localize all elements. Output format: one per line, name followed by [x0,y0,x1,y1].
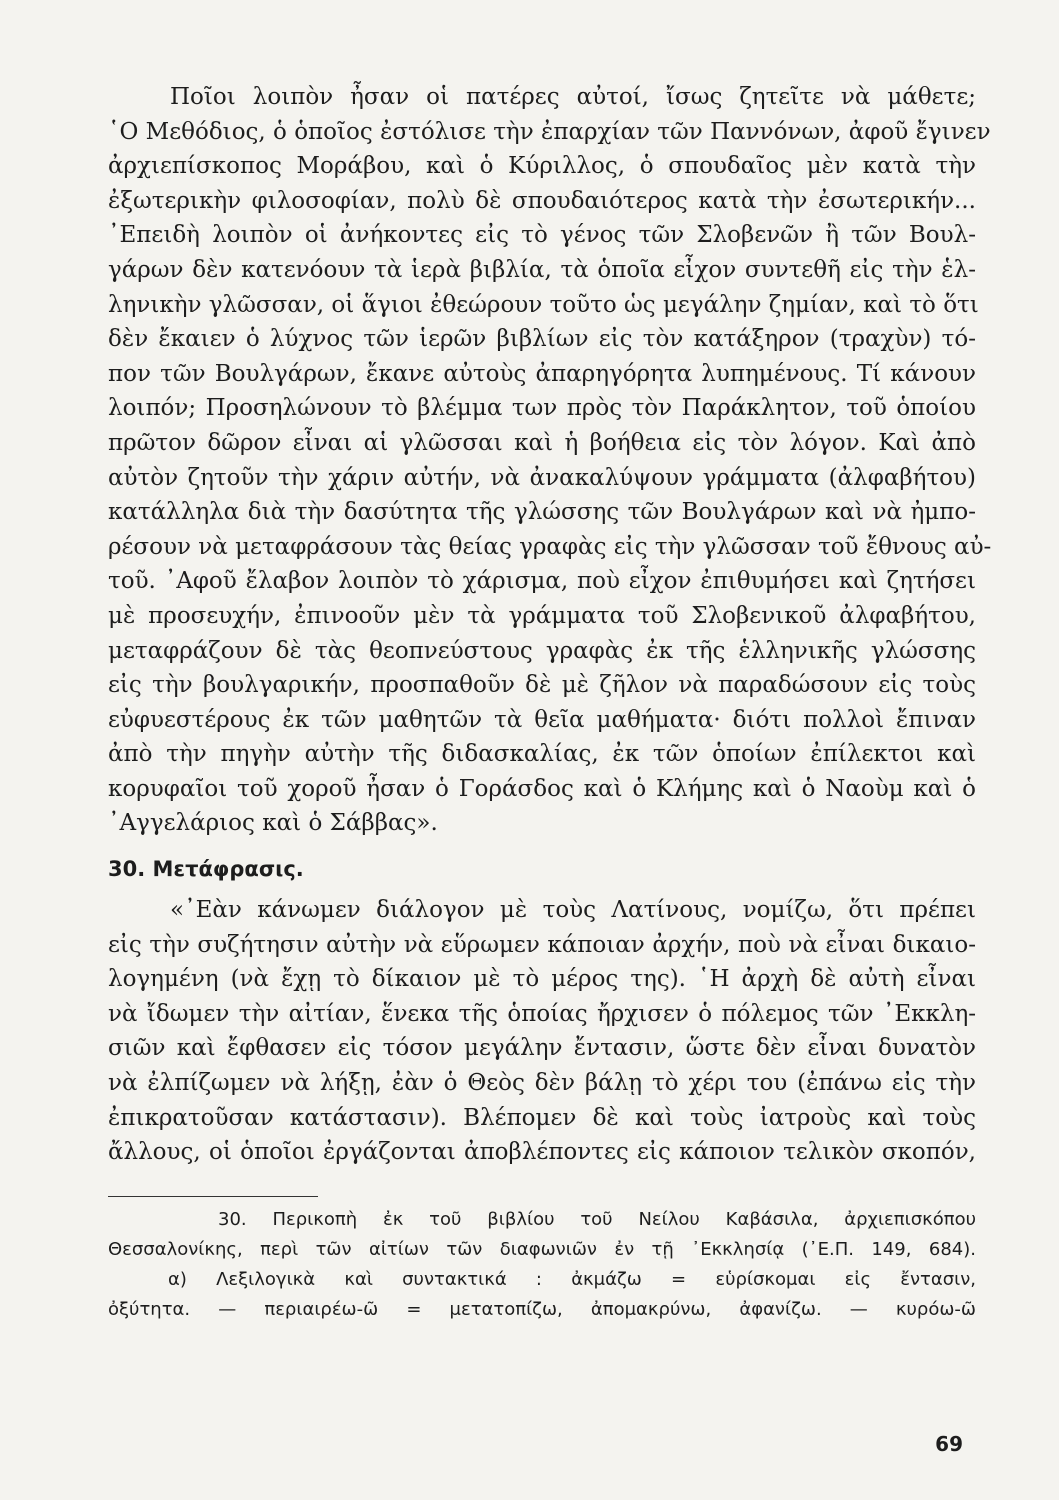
footnotes [108,1205,976,1325]
text-line: εὐφυεστέρους ἐκ τῶν μαθητῶν τὰ θεῖα μαθήματα· διότι πολλοὶ ἔπιναν [108,706,976,733]
footnote-line: ὀξύτητα. — περιαιρέω-ῶ = μετατοπίζω, ἀπομακρύνω, ἀφανίζω. — κυρόω-ῶ [108,1298,976,1320]
text-line: ληνικὴν γλῶσσαν, οἱ ἅγιοι ἐθεώρουν τοῦτο ὡς μεγάλην ζημίαν, καὶ τὸ ὅτι [108,291,979,318]
text-line: νὰ ἴδωμεν τὴν αἰτίαν, ἕνεκα τῆς ὁποίας ἤρχισεν ὁ πόλεμος τῶν ᾿Εκκλη- [108,1000,976,1027]
text-line: ῾Ο Μεθόδιος, ὁ ὁποῖος ἐστόλισε τὴν ἐπαρχίαν τῶν Παννόνων, ἀφοῦ ἔγινεν [108,118,991,145]
text-line: ἀπὸ τὴν πηγὴν αὐτὴν τῆς διδασκαλίας, ἐκ τῶν ὁποίων ἐπίλεκτοι καὶ [108,741,976,768]
text-line: ᾿Αγγελάριος καὶ ὁ Σάββας». [108,810,438,837]
text-line: μεταφράζουν δὲ τὰς θεοπνεύστους γραφὰς ἐκ τῆς ἑλληνικῆς γλώσσης [108,637,976,664]
text-line: λοιπόν; Προσηλώνουν τὸ βλέμμα των πρὸς τὸν Παράκλητον, τοῦ ὁποίου [108,395,976,422]
body-text [108,80,992,841]
text-line: Ποῖοι λοιπὸν ἦσαν οἱ πατέρες αὐτοί, ἴσως ζητεῖτε νὰ μάθετε; [170,84,976,110]
text-line: εἰς τὴν συζήτησιν αὐτὴν νὰ εὕρωμεν κάποιαν ἀρχήν, ποὺ νὰ εἶναι δικαιο- [108,931,976,958]
footnote-divider [108,1196,318,1197]
text-line: ἐπικρατοῦσαν κατάστασιν). Βλέπομεν δὲ καὶ τοὺς ἰατροὺς καὶ τοὺς [108,1104,976,1131]
text-line: γάρων δὲν κατενόουν τὰ ἱερὰ βιβλία, τὰ ὁποῖα εἶχον συντεθῆ εἰς τὴν ἑλ- [108,256,976,283]
text-line: σιῶν καὶ ἔφθασεν εἰς τόσον μεγάλην ἔντασιν, ὥστε δὲν εἶναι δυνατὸν [108,1035,976,1062]
footnote-line: 30. Περικοπὴ ἐκ τοῦ βιβλίου τοῦ Νείλου Καβάσιλα, ἀρχιεπισκόπου [218,1208,976,1230]
text-line: δὲν ἔκαιεν ὁ λύχνος τῶν ἱερῶν βιβλίων εἰς τὸν κατάξηρον (τραχὺν) τό- [108,326,976,353]
section-heading: 30. Μετάφρασις. [108,857,304,882]
text-line: πον τῶν Βουλγάρων, ἔκανε αὐτοὺς ἀπαρηγόρητα λυπημένους. Τί κάνουν [108,360,976,387]
text-line: λογημένη (νὰ ἔχῃ τὸ δίκαιον μὲ τὸ μέρος της). ῾Η ἀρχὴ δὲ αὐτὴ εἶναι [108,966,976,993]
text-line: αὐτὸν ζητοῦν τὴν χάριν αὐτήν, νὰ ἀνακαλύψουν γράμματα (ἀλφαβήτου) [108,464,976,491]
text-line: ἐξωτερικὴν φιλοσοφίαν, πολὺ δὲ σπουδαιότερος κατὰ τὴν ἐσωτερικήν... [108,187,976,214]
text-line: τοῦ. ᾿Αφοῦ ἔλαβον λοιπὸν τὸ χάρισμα, ποὺ εἶχον ἐπιθυμήσει καὶ ζητήσει [108,568,976,595]
text-line: κατάλληλα διὰ τὴν δασύτητα τῆς γλώσσης τῶν Βουλγάρων καὶ νὰ ἠμπο- [108,499,976,526]
text-line: ἀρχιεπίσκοπος Μοράβου, καὶ ὁ Κύριλλος, ὁ σπουδαῖος μὲν κατὰ τὴν [108,153,976,180]
text-line: κορυφαῖοι τοῦ χοροῦ ἦσαν ὁ Γοράσδος καὶ ὁ Κλήμης καὶ ὁ Ναοὺμ καὶ ὁ [108,775,976,802]
page-number: 69 [935,1432,963,1456]
footnote-line: Θεσσαλονίκης, περὶ τῶν αἰτίων τῶν διαφωνιῶν ἐν τῇ ᾿Εκκλησίᾳ (᾿Ε.Π. 149, 684). [108,1238,976,1260]
text-line: πρῶτον δῶρον εἶναι αἱ γλῶσσαι καὶ ἡ βοήθεια εἰς τὸν λόγον. Καὶ ἀπὸ [108,429,976,456]
section-text [108,893,976,1170]
footnote-line: α) Λεξιλογικὰ καὶ συντακτικά : ἀκμάζω = εὑρίσκομαι εἰς ἔντασιν, [168,1268,976,1290]
text-line: ᾿Επειδὴ λοιπὸν οἱ ἀνήκοντες εἰς τὸ γένος τῶν Σλοβενῶν ἢ τῶν Βουλ- [108,222,976,249]
page-content [108,80,992,1325]
text-line: ἄλλους, οἱ ὁποῖοι ἐργάζονται ἀποβλέποντες εἰς κάποιον τελικὸν σκοπόν, [108,1139,976,1166]
text-line: μὲ προσευχήν, ἐπινοοῦν μὲν τὰ γράμματα τοῦ Σλοβενικοῦ ἀλφαβήτου, [108,602,976,629]
text-line: «᾿Εὰν κάνωμεν διάλογον μὲ τοὺς Λατίνους, νομίζω, ὅτι πρέπει [170,897,976,924]
text-line: νὰ ἐλπίζωμεν νὰ λήξῃ, ἐὰν ὁ Θεὸς δὲν βάλῃ τὸ χέρι του (ἐπάνω εἰς τὴν [108,1070,976,1097]
text-line: ρέσουν νὰ μεταφράσουν τὰς θείας γραφὰς εἰς τὴν γλῶσσαν τοῦ ἔθνους αὐ- [108,533,992,560]
text-line: εἰς τὴν βουλγαρικήν, προσπαθοῦν δὲ μὲ ζῆλον νὰ παραδώσουν εἰς τοὺς [108,672,976,699]
